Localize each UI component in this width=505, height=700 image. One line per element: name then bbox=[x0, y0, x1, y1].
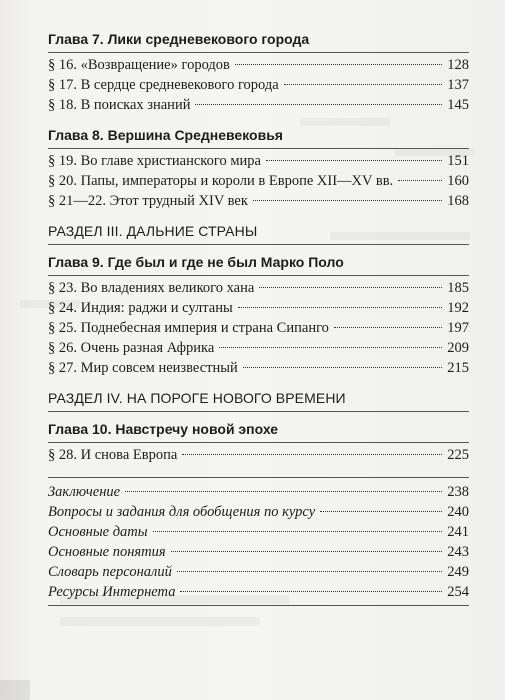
entry-label: Заключение bbox=[48, 484, 121, 500]
entry-page-number: 128 bbox=[447, 57, 469, 73]
divider bbox=[48, 605, 469, 606]
entry-label: § 25. Поднебесная империя и страна Сипанго bbox=[48, 320, 329, 336]
entry-page-number: 168 bbox=[447, 193, 469, 209]
entry-page-number: 209 bbox=[447, 340, 469, 356]
entry-label: Основные даты bbox=[48, 524, 148, 540]
dot-leader bbox=[334, 327, 442, 328]
entry-label: Словарь персоналий bbox=[48, 564, 172, 580]
dot-leader bbox=[266, 160, 442, 161]
entry-label: § 27. Мир совсем неизвестный bbox=[48, 360, 238, 376]
entry-page-number: 238 bbox=[447, 484, 469, 500]
entry-page-number: 241 bbox=[447, 524, 469, 540]
section-4-title: РАЗДЕЛ IV. НА ПОРОГЕ НОВОГО ВРЕМЕНИ bbox=[48, 390, 346, 406]
entry-page-number: 160 bbox=[447, 173, 469, 189]
dot-leader bbox=[398, 180, 442, 181]
toc-entry[interactable] bbox=[48, 278, 469, 298]
toc-entry[interactable] bbox=[48, 522, 469, 542]
bleed-through bbox=[0, 680, 30, 700]
toc-entry[interactable] bbox=[48, 298, 469, 318]
toc-entry[interactable] bbox=[48, 358, 469, 378]
entry-label: § 17. В сердце средневекового города bbox=[48, 77, 279, 93]
entry-label: § 21—22. Этот трудный XIV век bbox=[48, 193, 248, 209]
entry-label: § 20. Папы, императоры и короли в Европе XII—XV вв. bbox=[48, 173, 394, 189]
dot-leader bbox=[125, 491, 442, 492]
dot-leader bbox=[320, 511, 442, 512]
bleed-through bbox=[60, 617, 260, 626]
entry-page-number: 225 bbox=[447, 447, 469, 463]
dot-leader bbox=[243, 367, 443, 368]
toc-entry[interactable] bbox=[48, 482, 469, 502]
divider bbox=[48, 411, 469, 412]
entry-label: § 23. Во владениях великого хана bbox=[48, 280, 255, 296]
entry-page-number: 151 bbox=[447, 153, 469, 169]
chapter-9-title: Глава 9. Где был и где не был Марко Поло bbox=[48, 254, 344, 270]
entry-page-number: 137 bbox=[447, 77, 469, 93]
dot-leader bbox=[153, 531, 443, 532]
toc-entry[interactable] bbox=[48, 582, 469, 602]
toc-entry[interactable] bbox=[48, 338, 469, 358]
dot-leader bbox=[180, 591, 442, 592]
entry-label: § 26. Очень разная Африка bbox=[48, 340, 215, 356]
dot-leader bbox=[182, 454, 442, 455]
entry-label: § 24. Индия: раджи и султаны bbox=[48, 300, 233, 316]
divider bbox=[48, 244, 469, 245]
entry-label: Ресурсы Интернета bbox=[48, 584, 176, 600]
dot-leader bbox=[238, 307, 443, 308]
chapter-9-group bbox=[48, 253, 469, 378]
entry-label: § 19. Во главе христианского мира bbox=[48, 153, 261, 169]
chapter-10-title: Глава 10. Навстречу новой эпохе bbox=[48, 421, 279, 437]
toc-entry[interactable] bbox=[48, 445, 469, 465]
toc-entry[interactable] bbox=[48, 95, 469, 115]
divider bbox=[48, 52, 469, 53]
entry-page-number: 215 bbox=[447, 360, 469, 376]
entry-label: § 28. И снова Европа bbox=[48, 447, 178, 463]
entry-page-number: 192 bbox=[447, 300, 469, 316]
entry-page-number: 254 bbox=[447, 584, 469, 600]
dot-leader bbox=[284, 84, 443, 85]
divider bbox=[48, 148, 469, 149]
toc-entry[interactable] bbox=[48, 502, 469, 522]
divider bbox=[48, 442, 469, 443]
entry-page-number: 197 bbox=[447, 320, 469, 336]
dot-leader bbox=[177, 571, 442, 572]
chapter-10-group bbox=[48, 420, 469, 465]
entry-label: § 18. В поисках знаний bbox=[48, 97, 191, 113]
chapter-8-title: Глава 8. Вершина Средневековья bbox=[48, 127, 283, 143]
dot-leader bbox=[235, 64, 442, 65]
entry-label: Основные понятия bbox=[48, 544, 166, 560]
divider bbox=[48, 275, 469, 276]
dot-leader bbox=[171, 551, 443, 552]
entry-page-number: 240 bbox=[447, 504, 469, 520]
section-4-group bbox=[48, 389, 469, 412]
dot-leader bbox=[219, 347, 442, 348]
dot-leader bbox=[253, 200, 442, 201]
chapter-8-group bbox=[48, 126, 469, 211]
toc-entry[interactable] bbox=[48, 151, 469, 171]
toc-entry[interactable] bbox=[48, 75, 469, 95]
toc-entry[interactable] bbox=[48, 562, 469, 582]
entry-page-number: 185 bbox=[447, 280, 469, 296]
entry-label: § 16. «Возвращение» городов bbox=[48, 57, 230, 73]
section-3-title: РАЗДЕЛ III. ДАЛЬНИЕ СТРАНЫ bbox=[48, 223, 258, 239]
entry-label: Вопросы и задания для обобщения по курсу bbox=[48, 504, 316, 520]
dot-leader bbox=[195, 104, 442, 105]
table-of-contents bbox=[48, 30, 469, 617]
chapter-7-group bbox=[48, 30, 469, 115]
chapter-7-title: Глава 7. Лики средневекового города bbox=[48, 31, 310, 47]
toc-entry[interactable] bbox=[48, 191, 469, 211]
toc-entry[interactable] bbox=[48, 542, 469, 562]
appendix-group bbox=[48, 477, 469, 606]
divider bbox=[48, 477, 469, 478]
section-3-group bbox=[48, 222, 469, 245]
dot-leader bbox=[259, 287, 442, 288]
entry-page-number: 243 bbox=[447, 544, 469, 560]
entry-page-number: 249 bbox=[447, 564, 469, 580]
entry-page-number: 145 bbox=[447, 97, 469, 113]
toc-entry[interactable] bbox=[48, 55, 469, 75]
toc-entry[interactable] bbox=[48, 318, 469, 338]
toc-entry[interactable] bbox=[48, 171, 469, 191]
